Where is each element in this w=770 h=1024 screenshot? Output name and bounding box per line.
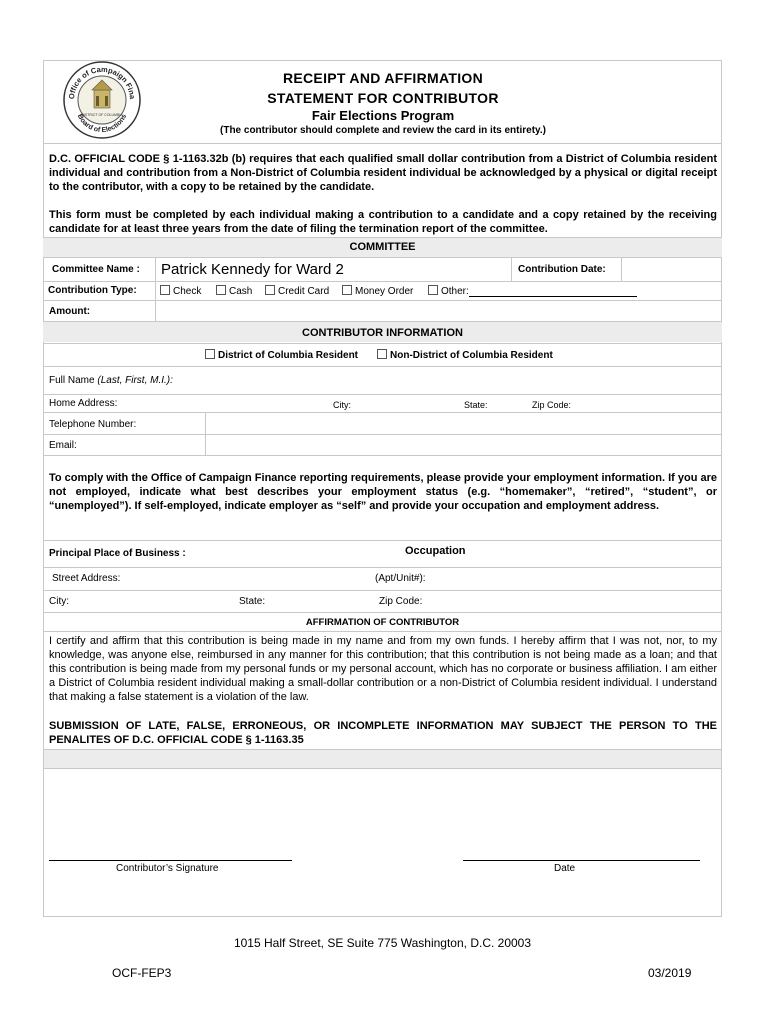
divider bbox=[43, 343, 722, 344]
email-field[interactable] bbox=[207, 435, 721, 455]
type-option-label: Money Order bbox=[355, 286, 414, 297]
signature-field[interactable] bbox=[49, 790, 292, 860]
telephone-label: Telephone Number: bbox=[49, 419, 137, 430]
penalty-warning: SUBMISSION OF LATE, FALSE, ERRONEOUS, OR INCOMPLETE INFORMATION MAY SUBJECT THE PERSON TO THE PENALITES OF D.C. OFFICIAL CODE § 1-1163.35 bbox=[49, 720, 717, 746]
divider bbox=[43, 631, 722, 632]
email-label: Email: bbox=[49, 440, 77, 451]
divider bbox=[43, 612, 722, 613]
checkbox-icon[interactable] bbox=[216, 285, 226, 295]
signature-label: Contributor’s Signature bbox=[116, 863, 219, 874]
employment-instructions: To comply with the Office of Campaign Finance reporting requirements, please provide your employment information. If you are not employed, indicate what best describes your employment status (e.g. “homemaker”, “retired”, “student”, or “unemployed”). If self-employed, indicate employer as “self” and provide your occupation and employment address. bbox=[49, 472, 717, 512]
ocf-seal-logo bbox=[62, 60, 142, 140]
apt-unit-label: (Apt/Unit#): bbox=[375, 573, 426, 584]
business-state-label: State: bbox=[239, 596, 266, 607]
checkbox-icon[interactable] bbox=[377, 349, 387, 359]
other-type-field[interactable] bbox=[469, 285, 637, 297]
non-dc-resident-label: Non-District of Columbia Resident bbox=[390, 350, 553, 361]
principal-business-label: Principal Place of Business : bbox=[49, 548, 186, 559]
zip-code-label: Zip Code: bbox=[532, 400, 572, 410]
divider bbox=[43, 540, 722, 541]
type-option-label: Cash bbox=[229, 286, 253, 297]
divider bbox=[43, 237, 722, 238]
type-option-check[interactable] bbox=[160, 285, 201, 297]
form-title-line2: STATEMENT FOR CONTRIBUTOR bbox=[267, 90, 499, 106]
committee-name-field[interactable]: Patrick Kennedy for Ward 2 bbox=[161, 261, 344, 278]
divider bbox=[621, 257, 622, 281]
signature-shade-bar bbox=[44, 749, 721, 768]
full-name-hint: (Last, First, M.I.): bbox=[97, 375, 173, 386]
svg-text:DC Office of Campaign Finance: Office of Campaign Fina bbox=[66, 64, 138, 100]
checkbox-icon[interactable] bbox=[160, 285, 170, 295]
home-address-field[interactable] bbox=[130, 395, 720, 412]
business-street-field[interactable] bbox=[125, 568, 721, 589]
type-option-cash[interactable] bbox=[216, 285, 252, 297]
divider bbox=[155, 257, 156, 321]
divider bbox=[43, 281, 722, 282]
divider bbox=[43, 749, 722, 750]
svg-text:Board of Elections: Board of Elections bbox=[75, 113, 129, 135]
divider bbox=[43, 455, 722, 456]
committee-name-label: Committee Name : bbox=[52, 264, 140, 275]
type-option-label: Other: bbox=[441, 286, 469, 297]
dc-resident-label: District of Columbia Resident bbox=[218, 350, 359, 361]
form-title-line1: RECEIPT AND AFFIRMATION bbox=[282, 70, 484, 86]
checkbox-icon[interactable] bbox=[265, 285, 275, 295]
street-address-label: Street Address: bbox=[52, 573, 121, 584]
amount-label: Amount: bbox=[49, 306, 91, 317]
business-zip-label: Zip Code: bbox=[379, 596, 423, 607]
full-name-label-text: Full Name bbox=[49, 375, 95, 386]
form-instructions-paragraph: This form must be completed by each individual making a contribution to a candidate and a copy retained by the receiving candidate for at least three years from the date of filing the termination report of the committee. bbox=[49, 209, 717, 235]
business-city-label: City: bbox=[49, 596, 69, 607]
checkbox-icon[interactable] bbox=[428, 285, 438, 295]
date-field[interactable] bbox=[463, 790, 700, 860]
state-label: State: bbox=[464, 400, 488, 410]
checkbox-icon[interactable] bbox=[342, 285, 352, 295]
footer-address: 1015 Half Street, SE Suite 775 Washington, D.C. 20003 bbox=[233, 936, 532, 950]
svg-text:DISTRICT OF COLUMBIA: DISTRICT OF COLUMBIA bbox=[81, 113, 123, 117]
affirmation-body: I certify and affirm that this contribution is being made in my name and from my own funds. I hereby affirm that I was not, nor, to my knowledge, was anyone else, reimbursed in any manner for this contribution; that this contribution is not being made as a loan; and that this contribution is being made from my personal funds or my personal account, which has no corporate or business affiliation. I am either a District of Columbia resident individual making a small-dollar contribution or a non-District of Columbia resident individual. I understand that making a false statement is a violation of the law. bbox=[49, 635, 717, 703]
form-id: OCF-FEP3 bbox=[112, 966, 172, 980]
divider bbox=[43, 143, 722, 144]
non-dc-resident-option[interactable] bbox=[377, 349, 553, 361]
telephone-field[interactable] bbox=[207, 413, 721, 433]
form-revision-date: 03/2019 bbox=[648, 966, 692, 980]
dc-resident-option[interactable] bbox=[205, 349, 358, 361]
type-option-other[interactable] bbox=[428, 285, 637, 297]
checkbox-icon[interactable] bbox=[205, 349, 215, 359]
full-name-label bbox=[49, 375, 173, 386]
signature-line bbox=[49, 860, 292, 861]
home-address-label: Home Address: bbox=[49, 398, 118, 409]
type-option-label: Credit Card bbox=[278, 286, 330, 297]
contributor-info-heading: CONTRIBUTOR INFORMATION bbox=[302, 327, 463, 339]
divider bbox=[43, 768, 722, 769]
contribution-type-label: Contribution Type: bbox=[48, 285, 137, 296]
type-option-credit-card[interactable] bbox=[265, 285, 329, 297]
legal-code-paragraph: D.C. OFFICIAL CODE § 1-1163.32b (b) requires that each qualified small dollar contribution from a District of Columbia resident individual and contribution from a Non-District of Columbia resident individual be acknowledged by a physical or digital receipt to the contributor, with a copy to be retained by the candidate. bbox=[49, 153, 717, 193]
date-label: Date bbox=[554, 863, 576, 874]
committee-heading: COMMITTEE bbox=[349, 241, 416, 253]
date-line bbox=[463, 860, 700, 861]
city-label: City: bbox=[333, 400, 351, 410]
business-city-field[interactable] bbox=[75, 591, 721, 611]
contribution-date-field[interactable] bbox=[623, 258, 721, 280]
affirmation-heading: AFFIRMATION OF CONTRIBUTOR bbox=[305, 617, 460, 628]
amount-field[interactable] bbox=[157, 301, 721, 320]
divider bbox=[511, 257, 512, 281]
contribution-date-label: Contribution Date: bbox=[518, 264, 606, 275]
form-note: (The contributor should complete and review the card in its entirety.) bbox=[220, 125, 546, 136]
type-option-money-order[interactable] bbox=[342, 285, 413, 297]
full-name-field[interactable] bbox=[185, 367, 721, 393]
type-option-label: Check bbox=[173, 286, 202, 297]
program-name: Fair Elections Program bbox=[311, 108, 455, 123]
occupation-label: Occupation bbox=[405, 545, 466, 557]
